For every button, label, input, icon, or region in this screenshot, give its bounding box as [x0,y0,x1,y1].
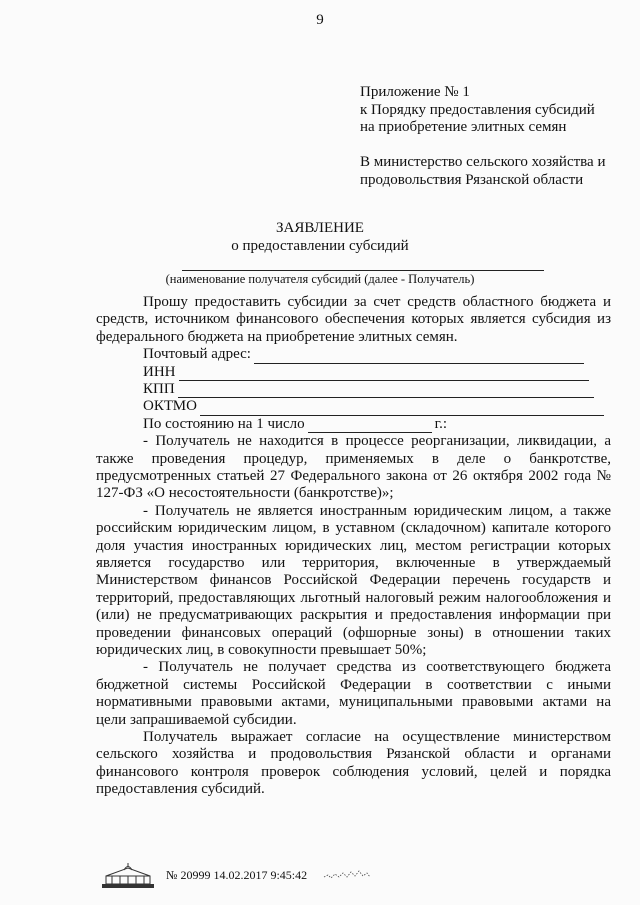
appendix-line: на приобретение элитных семян [360,119,567,136]
addressee-line: В министерство сельского хозяйства и [360,154,606,170]
document-title: ЗАЯВЛЕНИЕ [276,220,364,236]
appendix-line: к Порядку предоставления субсидий [360,101,595,118]
condition-paragraph: - Получатель не является иностранным юридическим лицом, а также российским юридическим лицом, в уставном (складочном) капитале которого доля участия иностранных юридических лиц, местом регистрации которых является государство или территория, включенные в утверждаемый Министерством финансов Российской Федерации перечень государств и территорий, предоставляющих льготный налоговый режим налогообложения и (или) не предусматривающих раскрытия и предоставления информации при проведении финансовых операций (офшорные зоны) в отношении таких юридических лиц, в совокупности превышает 50%; [96,502,611,659]
condition-paragraph: - Получатель не получает средства из соответствующего бюджета бюджетной системы Российской Федерации в соответствии с иными нормативными правовыми актами, муниципальными правовыми актами на цели запрашиваемой субсидии. [96,659,611,728]
kpp-field [96,381,611,398]
condition-paragraph: - Получатель не находится в процессе реорганизации, ликвидации, а также проведения процедур, применяемых в деле о банкротстве, предусмотренных статьей 27 Федерального закона от 26 октября 2002 года № 127-ФЗ «О несостоятельности (банкротстве)»; [96,433,611,502]
field-label: Почтовый адрес: [143,346,251,363]
oktmo-field [96,398,611,415]
recipient-name-caption: (наименование получателя субсидий (далее - Получатель) [165,272,475,286]
scribble-mark-icon [322,868,372,882]
blank-line [178,384,594,398]
blank-line [200,402,604,416]
field-label: КПП [143,380,175,397]
consent-paragraph: Получатель выражает согласие на осуществление министерством сельского хозяйства и продовольствия Рязанской области и органами финансового контроля проверок соблюдения условий, целей и порядка предоставления субсидий. [96,729,611,798]
field-label: ОКТМО [143,398,197,415]
addressee-block [360,154,606,189]
postal-address-field [96,346,611,363]
footer-stamp [100,862,307,890]
blank-line [179,367,589,381]
document-subtitle: о предоставлении субсидий [231,238,409,254]
appendix-line: Приложение № 1 [360,84,470,100]
appendix-block [360,84,595,137]
inn-field [96,364,611,381]
government-building-emblem-icon [100,862,156,890]
field-label: ИНН [143,363,176,380]
date-suffix: г.: [434,415,448,432]
document-body [96,294,611,799]
date-line [96,416,611,433]
recipient-name-line [182,270,544,271]
page-number: 9 [316,12,324,28]
registration-stamp: № 20999 14.02.2017 9:45:42 [166,868,308,883]
date-blank [308,419,432,433]
date-prefix: По состоянию на 1 число [143,415,305,432]
intro-paragraph: Прошу предоставить субсидии за счет средств областного бюджета и средств, источником финансового обеспечения которых является субсидия из федерального бюджета на приобретение элитных семян. [96,294,611,345]
blank-line [254,350,584,364]
addressee-line: продовольствия Рязанской области [360,171,584,188]
